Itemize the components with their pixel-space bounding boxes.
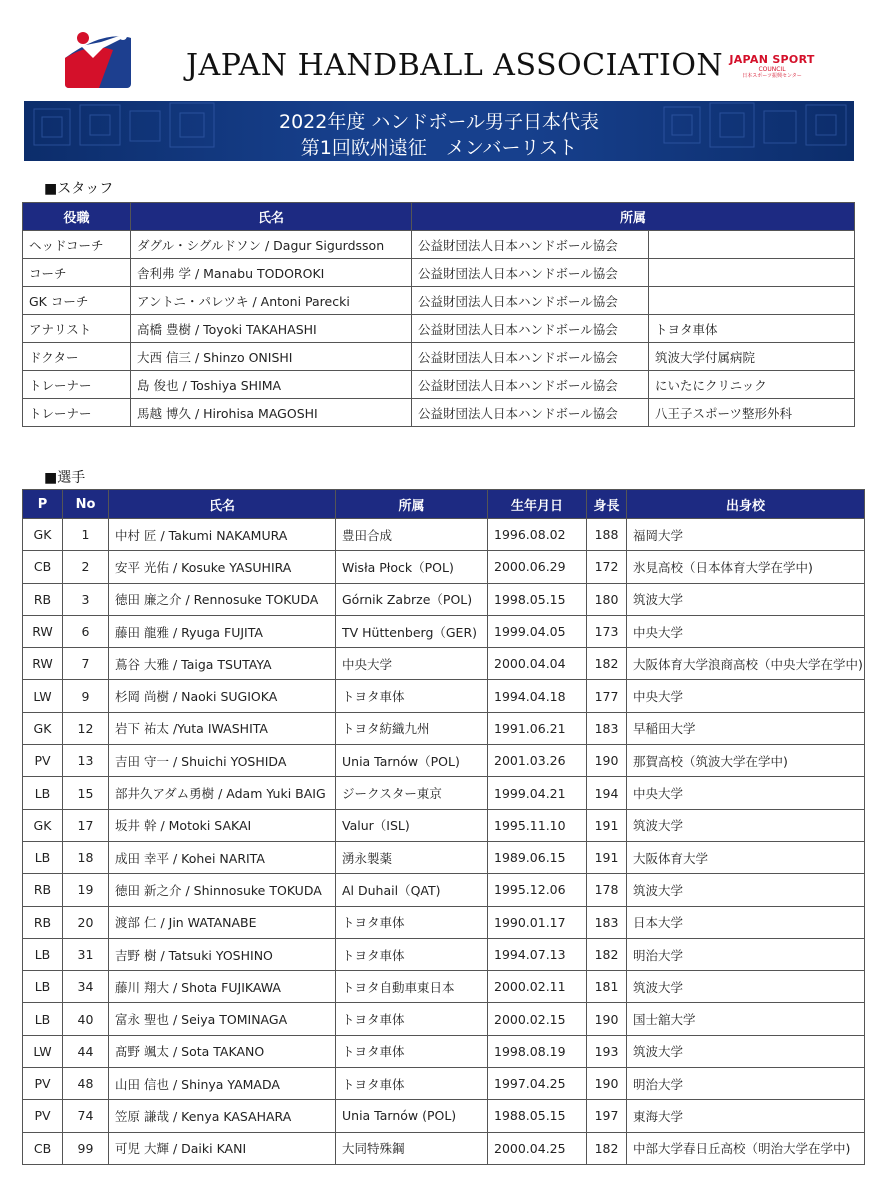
player-position: LB	[23, 777, 63, 809]
player-school: 中部大学春日丘高校（明治大学在学中)	[627, 1132, 865, 1164]
player-position: CB	[23, 1132, 63, 1164]
player-name: 坂井 幹 / Motoki SAKAI	[109, 809, 336, 841]
player-birthdate: 1991.06.21	[488, 712, 587, 744]
staff-table	[22, 202, 855, 427]
player-birthdate: 1999.04.05	[488, 615, 587, 647]
player-club: トヨタ車体	[336, 1003, 488, 1035]
player-name: 藤川 翔大 / Shota FUJIKAWA	[109, 971, 336, 1003]
player-position: RW	[23, 615, 63, 647]
player-row	[23, 841, 865, 873]
player-school: 那賀高校（筑波大学在学中)	[627, 745, 865, 777]
player-position: PV	[23, 1100, 63, 1132]
staff-affiliation: 公益財団法人日本ハンドボール協会	[412, 399, 649, 427]
staff-row	[23, 259, 855, 287]
player-height: 197	[587, 1100, 627, 1132]
banner-title-line2: 第1回欧州遠征 メンバーリスト	[300, 137, 578, 159]
jha-logo	[63, 24, 133, 90]
player-number: 1	[63, 519, 109, 551]
player-school: 大阪体育大学	[627, 841, 865, 873]
player-club: ジークスター東京	[336, 777, 488, 809]
player-position: RB	[23, 874, 63, 906]
player-school: 国士舘大学	[627, 1003, 865, 1035]
staff-name: 馬越 博久 / Hirohisa MAGOSHI	[131, 399, 412, 427]
player-name: 藤田 龍雅 / Ryuga FUJITA	[109, 615, 336, 647]
staff-affiliation-2	[649, 259, 855, 287]
staff-affiliation: 公益財団法人日本ハンドボール協会	[412, 259, 649, 287]
player-position: PV	[23, 1068, 63, 1100]
player-club: TV Hüttenberg（GER)	[336, 615, 488, 647]
player-number: 7	[63, 648, 109, 680]
player-birthdate: 2000.02.15	[488, 1003, 587, 1035]
player-name: 吉田 守一 / Shuichi YOSHIDA	[109, 745, 336, 777]
player-position: GK	[23, 712, 63, 744]
player-club: トヨタ車体	[336, 906, 488, 938]
player-row	[23, 1100, 865, 1132]
player-name: 蔦谷 大雅 / Taiga TSUTAYA	[109, 648, 336, 680]
player-birthdate: 1997.04.25	[488, 1068, 587, 1100]
staff-row	[23, 287, 855, 315]
player-row	[23, 680, 865, 712]
player-school: 中央大学	[627, 777, 865, 809]
player-row	[23, 648, 865, 680]
players-table	[22, 489, 865, 1165]
player-position: LW	[23, 1035, 63, 1067]
players-header-row	[23, 490, 865, 519]
player-number: 44	[63, 1035, 109, 1067]
player-number: 17	[63, 809, 109, 841]
player-height: 188	[587, 519, 627, 551]
player-number: 34	[63, 971, 109, 1003]
player-height: 191	[587, 841, 627, 873]
player-row	[23, 1132, 865, 1164]
staff-row	[23, 371, 855, 399]
player-row	[23, 615, 865, 647]
player-school: 大阪体育大学浪商高校（中央大学在学中)	[627, 648, 865, 680]
player-number: 2	[63, 551, 109, 583]
player-number: 40	[63, 1003, 109, 1035]
player-club: トヨタ自動車東日本	[336, 971, 488, 1003]
player-height: 193	[587, 1035, 627, 1067]
staff-row	[23, 231, 855, 259]
player-birthdate: 1998.05.15	[488, 583, 587, 615]
player-row	[23, 1068, 865, 1100]
player-name: 富永 聖也 / Seiya TOMINAGA	[109, 1003, 336, 1035]
staff-affiliation-2: 八王子スポーツ整形外科	[649, 399, 855, 427]
staff-section-title: ■スタッフ	[44, 181, 114, 197]
staff-affiliation: 公益財団法人日本ハンドボール協会	[412, 315, 649, 343]
players-section-title: ■選手	[44, 470, 86, 486]
player-height: 182	[587, 648, 627, 680]
player-row	[23, 906, 865, 938]
jsc-sub: COUNCIL	[758, 66, 786, 73]
player-number: 20	[63, 906, 109, 938]
staff-header-role: 役職	[23, 203, 131, 231]
player-number: 48	[63, 1068, 109, 1100]
players-header-position: P	[23, 490, 63, 519]
player-birthdate: 1988.05.15	[488, 1100, 587, 1132]
player-birthdate: 1999.04.21	[488, 777, 587, 809]
player-school: 東海大学	[627, 1100, 865, 1132]
staff-affiliation-2	[649, 287, 855, 315]
player-birthdate: 1998.08.19	[488, 1035, 587, 1067]
player-name: 部井久アダム勇樹 / Adam Yuki BAIG	[109, 777, 336, 809]
player-school: 氷見高校（日本体育大学在学中)	[627, 551, 865, 583]
staff-affiliation-2: 筑波大学付属病院	[649, 343, 855, 371]
player-birthdate: 1989.06.15	[488, 841, 587, 873]
player-row	[23, 519, 865, 551]
player-name: 髙野 颯太 / Sota TAKANO	[109, 1035, 336, 1067]
staff-header-name: 氏名	[131, 203, 412, 231]
player-position: GK	[23, 809, 63, 841]
player-position: GK	[23, 519, 63, 551]
player-birthdate: 2001.03.26	[488, 745, 587, 777]
staff-role: トレーナー	[23, 399, 131, 427]
player-position: RW	[23, 648, 63, 680]
player-club: トヨタ車体	[336, 938, 488, 970]
staff-affiliation: 公益財団法人日本ハンドボール協会	[412, 231, 649, 259]
jsc-name: JAPAN SPORT	[729, 53, 815, 66]
player-height: 194	[587, 777, 627, 809]
player-height: 180	[587, 583, 627, 615]
player-club: Górnik Zabrze（POL)	[336, 583, 488, 615]
staff-name: 舎利弗 学 / Manabu TODOROKI	[131, 259, 412, 287]
staff-name: ダグル・シグルドソン / Dagur Sigurdsson	[131, 231, 412, 259]
player-club: 大同特殊鋼	[336, 1132, 488, 1164]
player-name: 笠原 謙哉 / Kenya KASAHARA	[109, 1100, 336, 1132]
staff-row	[23, 315, 855, 343]
player-name: 可児 大輝 / Daiki KANI	[109, 1132, 336, 1164]
player-birthdate: 1990.01.17	[488, 906, 587, 938]
player-school: 筑波大学	[627, 809, 865, 841]
player-name: 徳田 新之介 / Shinnosuke TOKUDA	[109, 874, 336, 906]
players-header-club: 所属	[336, 490, 488, 519]
player-number: 12	[63, 712, 109, 744]
player-height: 183	[587, 906, 627, 938]
player-row	[23, 777, 865, 809]
player-club: トヨタ紡織九州	[336, 712, 488, 744]
staff-row	[23, 343, 855, 371]
player-name: 岩下 祐太 /Yuta IWASHITA	[109, 712, 336, 744]
player-name: 吉野 樹 / Tatsuki YOSHINO	[109, 938, 336, 970]
player-height: 182	[587, 1132, 627, 1164]
player-position: LB	[23, 971, 63, 1003]
organization-title: JAPAN HANDBALL ASSOCIATION	[186, 48, 724, 83]
player-number: 99	[63, 1132, 109, 1164]
player-club: トヨタ車体	[336, 680, 488, 712]
player-height: 183	[587, 712, 627, 744]
player-name: 渡部 仁 / Jin WATANABE	[109, 906, 336, 938]
player-number: 74	[63, 1100, 109, 1132]
staff-name: 大西 信三 / Shinzo ONISHI	[131, 343, 412, 371]
player-club: トヨタ車体	[336, 1035, 488, 1067]
player-name: 成田 幸平 / Kohei NARITA	[109, 841, 336, 873]
player-school: 筑波大学	[627, 971, 865, 1003]
player-row	[23, 938, 865, 970]
player-row	[23, 1003, 865, 1035]
player-row	[23, 971, 865, 1003]
player-position: PV	[23, 745, 63, 777]
player-position: RB	[23, 906, 63, 938]
player-club: トヨタ車体	[336, 1068, 488, 1100]
japan-sport-council-logo	[726, 54, 818, 79]
player-height: 173	[587, 615, 627, 647]
player-number: 9	[63, 680, 109, 712]
player-number: 31	[63, 938, 109, 970]
player-school: 中央大学	[627, 680, 865, 712]
staff-affiliation: 公益財団法人日本ハンドボール協会	[412, 343, 649, 371]
players-header-height: 身長	[587, 490, 627, 519]
title-banner	[24, 101, 854, 161]
players-header-number: No	[63, 490, 109, 519]
player-name: 中村 匠 / Takumi NAKAMURA	[109, 519, 336, 551]
player-position: LB	[23, 938, 63, 970]
player-name: 杉岡 尚樹 / Naoki SUGIOKA	[109, 680, 336, 712]
player-number: 19	[63, 874, 109, 906]
banner-title-line1: 2022年度 ハンドボール男子日本代表	[278, 111, 599, 133]
staff-role: ドクター	[23, 343, 131, 371]
player-row	[23, 1035, 865, 1067]
player-height: 181	[587, 971, 627, 1003]
staff-role: ヘッドコーチ	[23, 231, 131, 259]
staff-row	[23, 399, 855, 427]
player-birthdate: 1995.11.10	[488, 809, 587, 841]
player-position: LB	[23, 1003, 63, 1035]
player-number: 3	[63, 583, 109, 615]
staff-header-affiliation: 所属	[412, 203, 855, 231]
player-name: 徳田 廉之介 / Rennosuke TOKUDA	[109, 583, 336, 615]
player-height: 177	[587, 680, 627, 712]
player-school: 明治大学	[627, 1068, 865, 1100]
player-birthdate: 2000.06.29	[488, 551, 587, 583]
player-birthdate: 2000.04.04	[488, 648, 587, 680]
player-club: Valur（ISL)	[336, 809, 488, 841]
player-club: Wisła Płock（POL)	[336, 551, 488, 583]
player-club: 湧永製薬	[336, 841, 488, 873]
player-birthdate: 1996.08.02	[488, 519, 587, 551]
staff-affiliation-2	[649, 231, 855, 259]
player-club: Unia Tarnów（POL)	[336, 745, 488, 777]
player-club: Unia Tarnów (POL)	[336, 1100, 488, 1132]
player-row	[23, 809, 865, 841]
player-number: 13	[63, 745, 109, 777]
staff-header-row	[23, 203, 855, 231]
player-number: 15	[63, 777, 109, 809]
player-row	[23, 583, 865, 615]
player-name: 安平 光佑 / Kosuke YASUHIRA	[109, 551, 336, 583]
player-height: 191	[587, 809, 627, 841]
player-birthdate: 1994.04.18	[488, 680, 587, 712]
player-position: LB	[23, 841, 63, 873]
staff-role: アナリスト	[23, 315, 131, 343]
player-school: 早稲田大学	[627, 712, 865, 744]
player-row	[23, 745, 865, 777]
player-school: 筑波大学	[627, 1035, 865, 1067]
player-name: 山田 信也 / Shinya YAMADA	[109, 1068, 336, 1100]
player-height: 172	[587, 551, 627, 583]
players-header-name: 氏名	[109, 490, 336, 519]
player-number: 18	[63, 841, 109, 873]
staff-affiliation-2: にいたにクリニック	[649, 371, 855, 399]
player-club: 豊田合成	[336, 519, 488, 551]
player-birthdate: 2000.02.11	[488, 971, 587, 1003]
staff-name: 島 俊也 / Toshiya SHIMA	[131, 371, 412, 399]
player-position: RB	[23, 583, 63, 615]
player-row	[23, 874, 865, 906]
player-height: 178	[587, 874, 627, 906]
player-position: CB	[23, 551, 63, 583]
staff-affiliation-2: トヨタ車体	[649, 315, 855, 343]
jsc-sub-jp: 日本スポーツ振興センター	[742, 73, 802, 79]
staff-affiliation: 公益財団法人日本ハンドボール協会	[412, 371, 649, 399]
player-school: 筑波大学	[627, 874, 865, 906]
player-school: 日本大学	[627, 906, 865, 938]
player-height: 190	[587, 1068, 627, 1100]
staff-name: 高橋 豊樹 / Toyoki TAKAHASHI	[131, 315, 412, 343]
player-birthdate: 1995.12.06	[488, 874, 587, 906]
staff-role: コーチ	[23, 259, 131, 287]
player-school: 中央大学	[627, 615, 865, 647]
player-row	[23, 551, 865, 583]
player-height: 182	[587, 938, 627, 970]
player-position: LW	[23, 680, 63, 712]
player-birthdate: 1994.07.13	[488, 938, 587, 970]
player-row	[23, 712, 865, 744]
player-number: 6	[63, 615, 109, 647]
staff-name: アントニ・パレツキ / Antoni Parecki	[131, 287, 412, 315]
player-birthdate: 2000.04.25	[488, 1132, 587, 1164]
player-school: 筑波大学	[627, 583, 865, 615]
staff-affiliation: 公益財団法人日本ハンドボール協会	[412, 287, 649, 315]
player-school: 明治大学	[627, 938, 865, 970]
staff-role: GK コーチ	[23, 287, 131, 315]
player-height: 190	[587, 745, 627, 777]
player-height: 190	[587, 1003, 627, 1035]
player-club: 中央大学	[336, 648, 488, 680]
player-club: Al Duhail（QAT)	[336, 874, 488, 906]
players-header-school: 出身校	[627, 490, 865, 519]
player-school: 福岡大学	[627, 519, 865, 551]
staff-role: トレーナー	[23, 371, 131, 399]
players-header-birthdate: 生年月日	[488, 490, 587, 519]
